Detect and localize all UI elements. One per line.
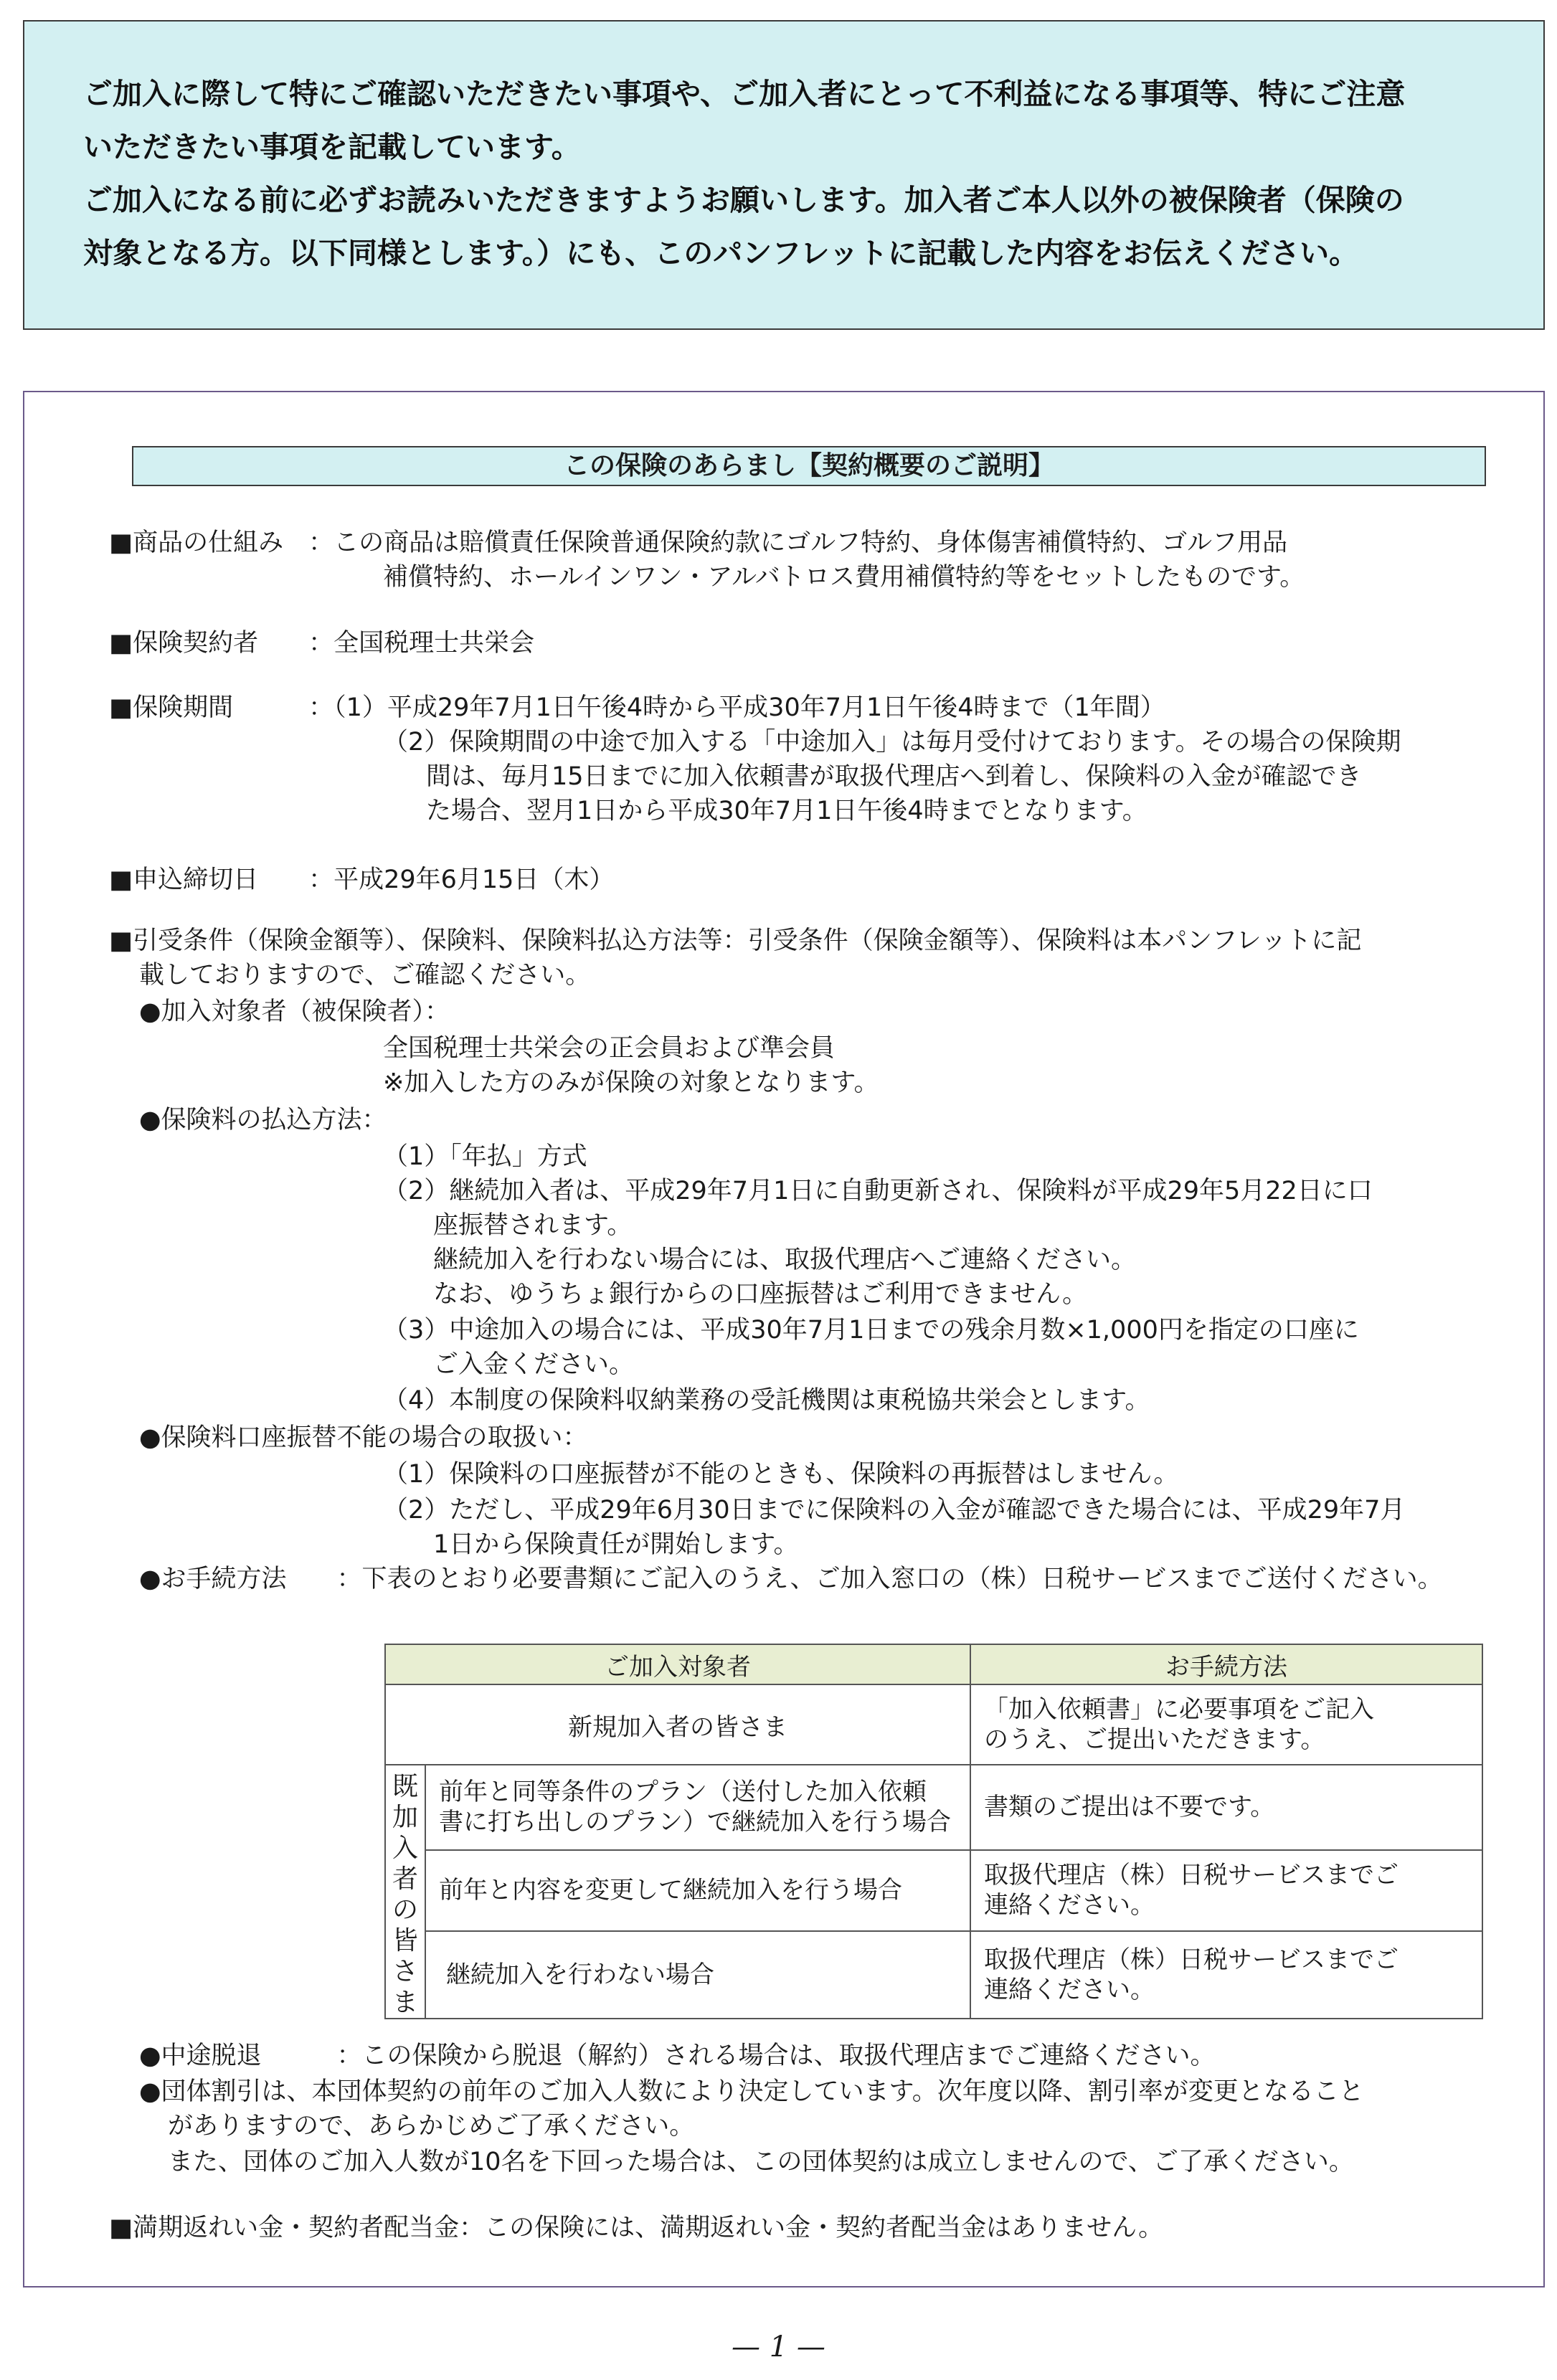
group-discount-line: また、団体のご加入人数が10名を下回った場合は、この団体契約は成立しませんので、ご了承ください。: [168, 2148, 1354, 2176]
intro-line: ご加入に際して特にご確認いただきたい事項や、ご加入者にとって不利益になる事項等、特にご注意: [83, 77, 1406, 111]
existing-case-label: 継続加入を行わない場合: [425, 1931, 970, 2019]
product-structure-line: 補償特約、ホールインワン・アルバトロス費用補償特約等をセットしたものです。: [383, 563, 1305, 592]
payment-method-line: （4）本制度の保険料収納業務の受託機関は東税協共栄会とします。: [383, 1386, 1150, 1415]
existing-case-label: 前年と内容を変更して継続加入を行う場合: [425, 1850, 970, 1931]
insurance-period-line: た場合、翌月1日から平成30年7月1日午後4時までとなります。: [426, 797, 1147, 825]
case-text: 前年と同等条件のプラン（送付した加入依頼: [439, 1778, 927, 1807]
withdrawal-line: ●中途脱退 ：この保険から脱退（解約）される場合は、取扱代理店までご連絡ください。: [139, 2042, 1216, 2070]
existing-member-label: [385, 1765, 425, 2019]
label-char: 既: [392, 1772, 418, 1801]
transfer-failure-heading: ●保険料口座振替不能の場合の取扱い：: [139, 1423, 588, 1452]
payment-method-heading: ●保険料の払込方法：: [139, 1106, 387, 1134]
payment-method-line: （3）中途加入の場合には、平成30年7月1日までの残余月数×1,000円を指定の口座に: [383, 1316, 1359, 1345]
insurance-period-line: 間は、毎月15日までに加入依頼書が取扱代理店へ到着し、保険料の入金が確認でき: [426, 762, 1362, 791]
table-row: [385, 1684, 1482, 1765]
table-header: お手続方法: [970, 1644, 1482, 1684]
group-discount-line: ●団体割引は、本団体契約の前年のご加入人数により決定しています。次年度以降、割引率が変更となること: [139, 2077, 1364, 2106]
label-char: の: [392, 1895, 418, 1925]
intro-line: 対象となる方。以下同様とします。）にも、このパンフレットに記載した内容をお伝えください。: [83, 236, 1359, 270]
existing-case-label: [425, 1765, 970, 1850]
intro-line: いただきたい事項を記載しています。: [83, 130, 581, 164]
transfer-failure-line: （1）保険料の口座振替が不能のときも、保険料の再振替はしません。: [383, 1460, 1179, 1489]
group-discount-line: がありますので、あらかじめご了承ください。: [168, 2112, 695, 2140]
label-char: ま: [392, 1988, 418, 2017]
procedure-text: 連絡ください。: [984, 1976, 1155, 2005]
procedure-text: 取扱代理店（株）日税サービスまでご: [984, 1861, 1399, 1890]
table-row: [385, 1931, 1482, 2019]
table-row: [385, 1765, 1482, 1850]
procedure-text: のうえ、ご提出いただきます。: [984, 1725, 1325, 1754]
product-structure-line: ■商品の仕組み ：この商品は賠償責任保険普通保険約款にゴルフ特約、身体傷害補償特約、ゴルフ用品: [109, 528, 1288, 557]
intro-notice-box: [23, 20, 1545, 330]
maturity-refund-line: ■満期返れい金・契約者配当金：この保険には、満期返れい金・契約者配当金はありません。: [109, 2214, 1164, 2242]
payment-method-line: （1）「年払」方式: [383, 1142, 587, 1171]
transfer-failure-line: 1日から保険責任が開始します。: [433, 1530, 799, 1559]
payment-method-line: ご入金ください。: [433, 1350, 635, 1379]
payment-method-line: （2）継続加入者は、平成29年7月1日に自動更新され、保険料が平成29年5月22日に口: [383, 1177, 1373, 1205]
label-char: 加: [392, 1803, 418, 1832]
contract-summary-box: [23, 391, 1545, 2287]
underwriting-line: ■引受条件（保険金額等）、保険料、保険料払込方法等：引受条件（保険金額等）、保険料は本パンフレットに記: [109, 926, 1362, 955]
section-title: この保険のあらまし【契約概要のご説明】: [132, 446, 1486, 486]
payment-method-line: なお、ゆうちょ銀行からの口座振替はご利用できません。: [433, 1280, 1088, 1309]
table-row: [385, 1850, 1482, 1931]
page-number: — 1 —: [732, 2331, 825, 2364]
insurance-period-line: （2）保険期間の中途で加入する「中途加入」は毎月受付けております。その場合の保険期: [383, 728, 1401, 757]
existing-case-procedure: 書類のご提出は不要です。: [970, 1765, 1482, 1850]
procedure-text: 「加入依頼書」に必要事項をご記入: [984, 1695, 1374, 1724]
payment-method-line: 座振替されます。: [433, 1211, 633, 1240]
label-char: 者: [392, 1864, 418, 1894]
label-char: 入: [392, 1834, 418, 1863]
insurance-period-line: ■保険期間 ：（1）平成29年7月1日午後4時から平成30年7月1日午後4時まで（1年間）: [109, 693, 1165, 722]
new-member-label: 新規加入者の皆さま: [385, 1684, 970, 1765]
table-header: ご加入対象者: [385, 1644, 970, 1684]
procedure-table: [384, 1644, 1483, 2019]
intro-line: ご加入になる前に必ずお読みいただきますようお願いします。加入者ご本人以外の被保険者（保険の: [83, 183, 1404, 217]
transfer-failure-line: （2）ただし、平成29年6月30日までに保険料の入金が確認できた場合には、平成29年7月: [383, 1496, 1406, 1525]
case-text: 書に打ち出しのプラン）で継続加入を行う場合: [439, 1808, 951, 1837]
policyholder-line: ■保険契約者 ：全国税理士共栄会: [109, 629, 535, 658]
eligible-line: ※加入した方のみが保険の対象となります。: [383, 1068, 879, 1097]
underwriting-line: 載しておりますので、ご確認ください。: [139, 961, 591, 990]
new-member-procedure: [970, 1684, 1482, 1765]
payment-method-line: 継続加入を行わない場合には、取扱代理店へご連絡ください。: [433, 1246, 1137, 1274]
deadline-line: ■申込締切日 ：平成29年6月15日（木）: [109, 866, 615, 894]
eligible-heading: ●加入対象者（被保険者）：: [139, 997, 450, 1026]
existing-case-procedure: [970, 1931, 1482, 2019]
label-char: 皆: [392, 1926, 418, 1955]
procedure-text: 取扱代理店（株）日税サービスまでご: [984, 1945, 1399, 1975]
label-char: さ: [392, 1957, 418, 1986]
eligible-line: 全国税理士共栄会の正会員および準会員: [383, 1034, 836, 1063]
procedure-text: 連絡ください。: [984, 1891, 1155, 1920]
existing-case-procedure: [970, 1850, 1482, 1931]
procedure-heading: ●お手続方法 ：下表のとおり必要書類にご記入のうえ、ご加入窓口の（株）日税サービスまでご送付ください。: [139, 1565, 1443, 1593]
